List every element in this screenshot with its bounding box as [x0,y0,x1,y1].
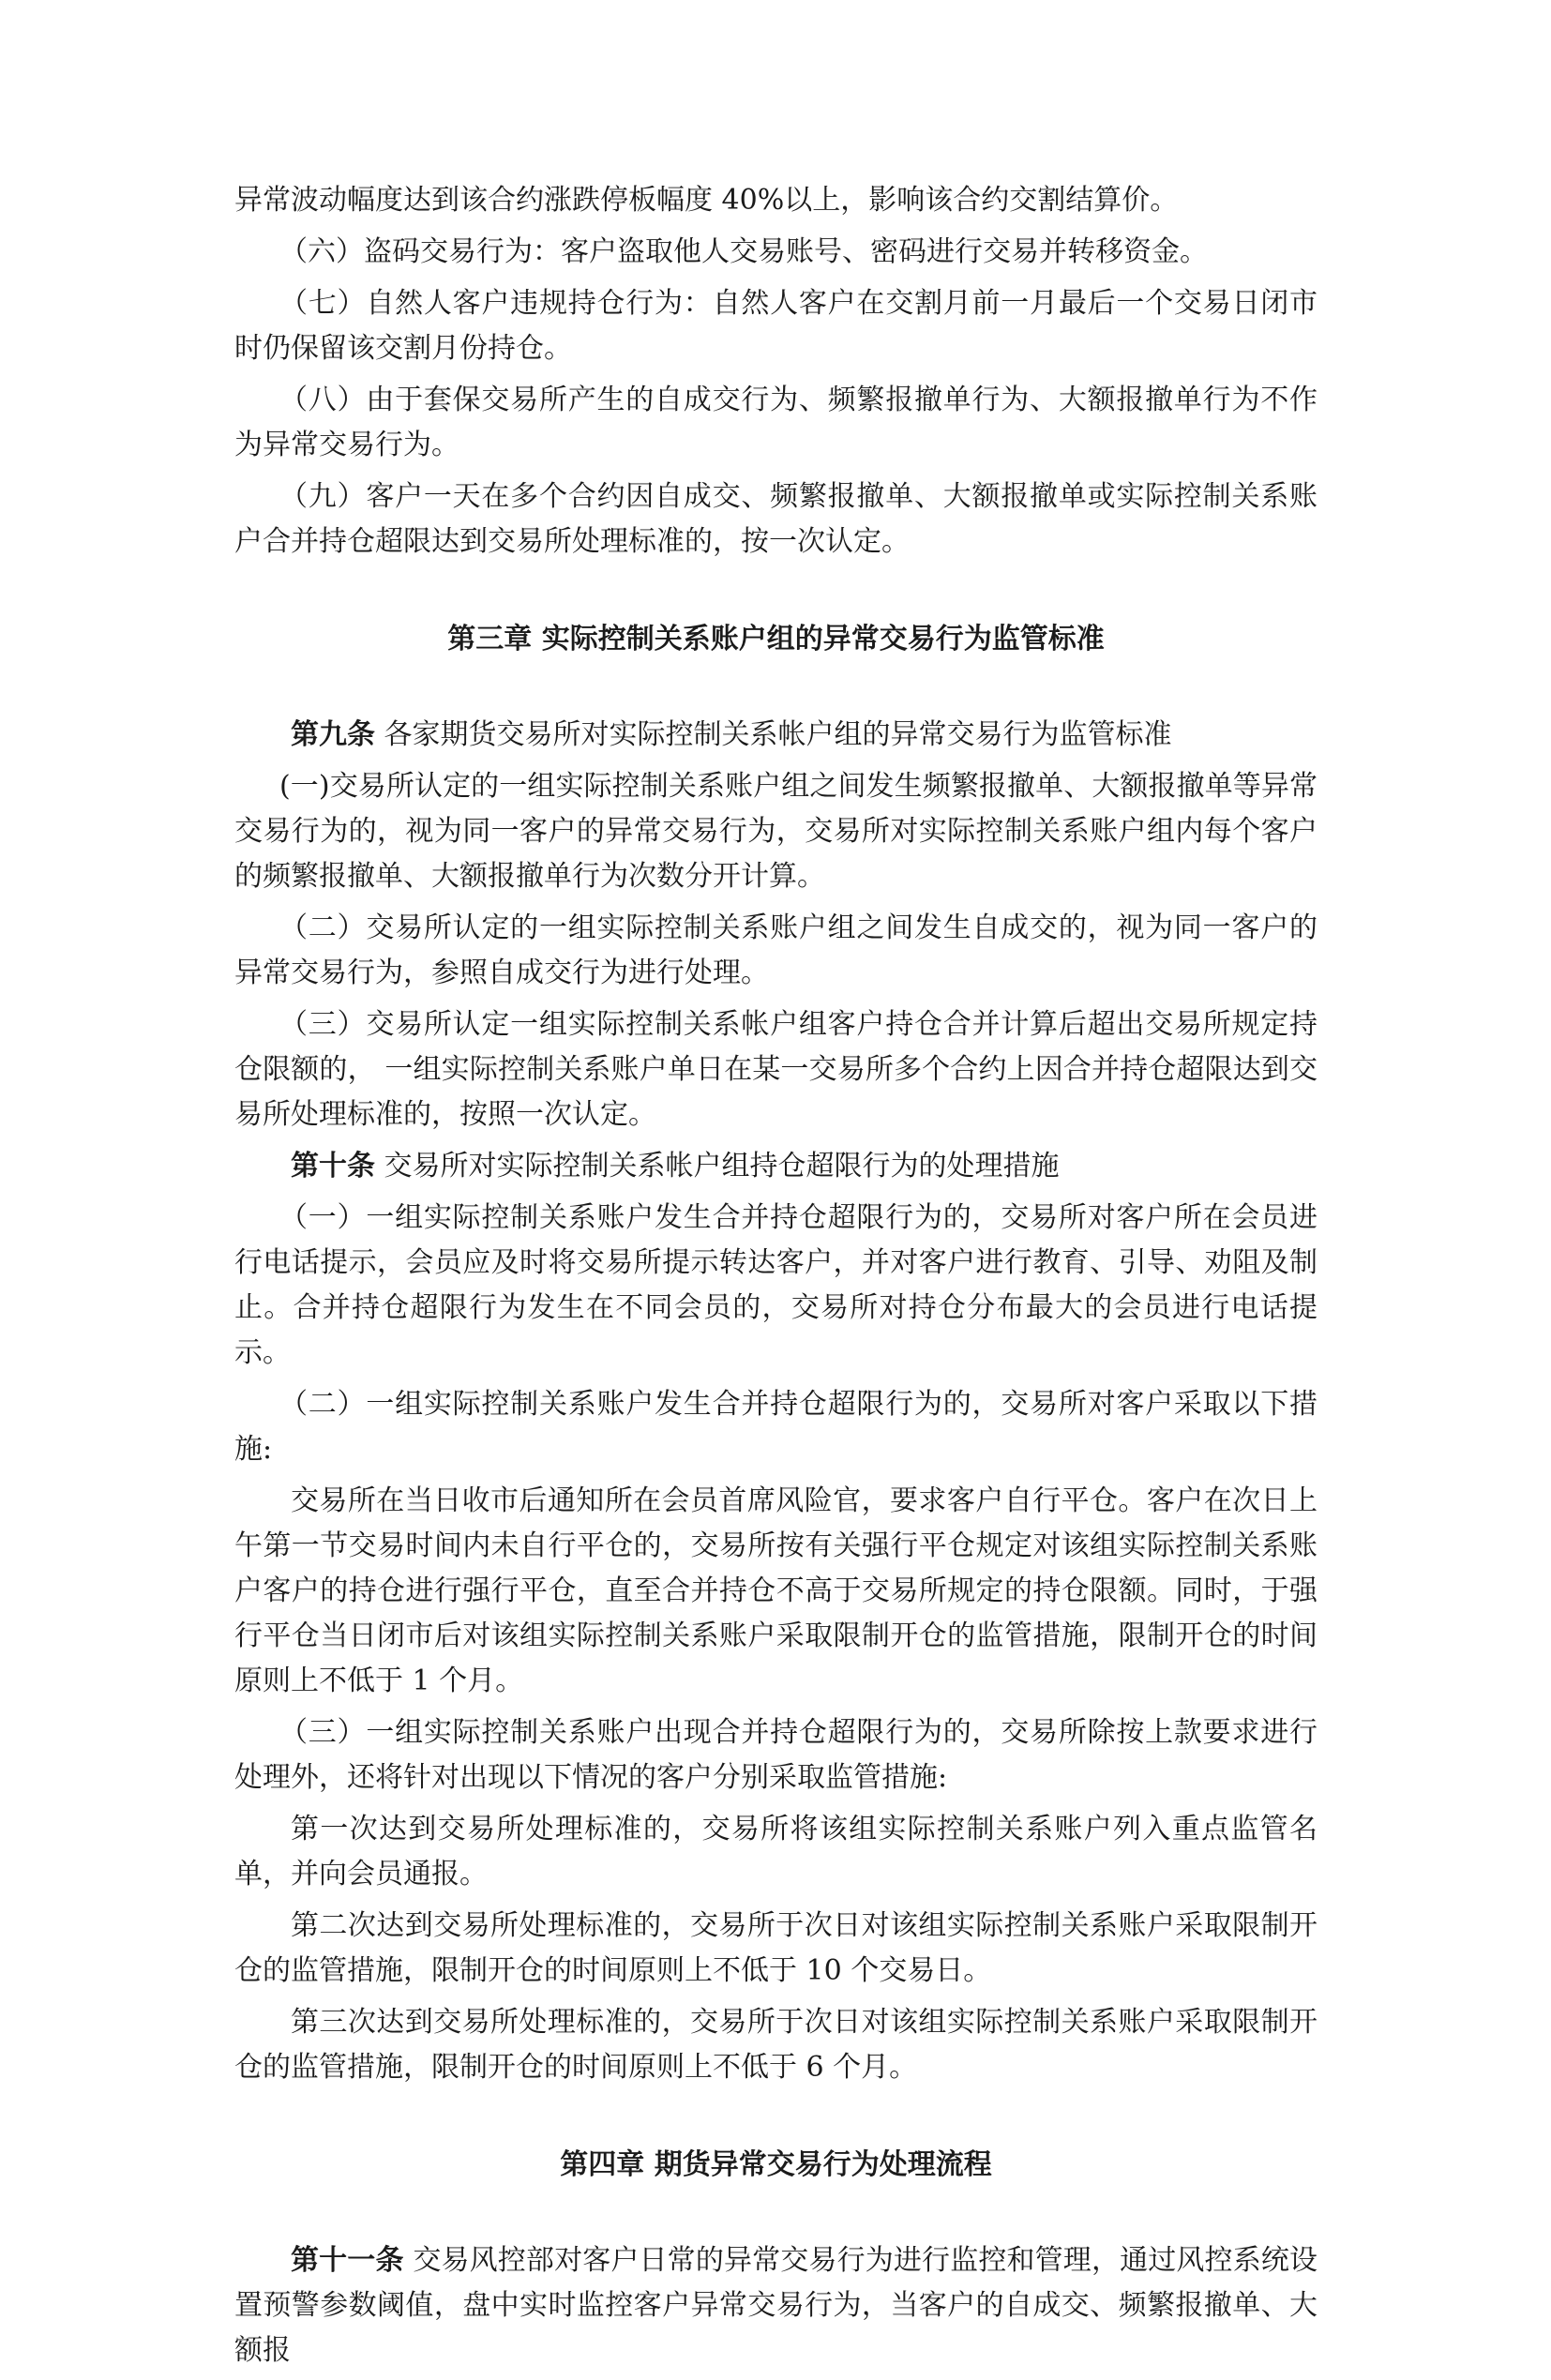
paragraph: （九）客户一天在多个合约因自成交、频繁报撤单、大额报撤单或实际控制关系账户合并持仓超限达到交易所处理标准的，按一次认定。 [234,480,1318,558]
article-title: 各家期货交易所对实际控制关系帐户组的异常交易行为监管标准 [384,718,1172,751]
paragraph: （二）交易所认定的一组实际控制关系账户组之间发生自成交的，视为同一客户的异常交易行为，参照自成交行为进行处理。 [234,911,1318,989]
paragraph: 第三次达到交易所处理标准的，交易所于次日对该组实际控制关系账户采取限制开仓的监管措施，限制开仓的时间原则上不低于 6 个月。 [234,2006,1318,2084]
paragraph: 第一次达到交易所处理标准的，交易所将该组实际控制关系账户列入重点监管名单，并向会员通报。 [234,1813,1318,1890]
article-heading [234,1144,1318,1189]
paragraph: 异常波动幅度达到该合约涨跌停板幅度 40%以上，影响该合约交割结算价。 [234,184,1179,217]
paragraph: （八）由于套保交易所产生的自成交行为、频繁报撤单行为、大额报撤单行为不作为异常交易行为。 [234,384,1318,461]
paragraph: (一)交易所认定的一组实际控制关系账户组之间发生频繁报撤单、大额报撤单等异常交易行为的，视为同一客户的异常交易行为，交易所对实际控制关系账户组内每个客户的频繁报撤单、大额报撤单行为次数分开计算。 [234,770,1318,893]
document-page [234,178,1318,2380]
article-text: 交易风控部对客户日常的异常交易行为进行监控和管理，通过风控系统设置预警参数阈值，盘中实时监控客户异常交易行为，当客户的自成交、频繁报撤单、大额报 [234,2244,1318,2367]
article-heading [234,2238,1318,2373]
paragraph: 第二次达到交易所处理标准的，交易所于次日对该组实际控制关系账户采取限制开仓的监管措施，限制开仓的时间原则上不低于 10 个交易日。 [234,1909,1318,1987]
paragraph: （三）一组实际控制关系账户出现合并持仓超限行为的，交易所除按上款要求进行处理外，还将针对出现以下情况的客户分别采取监管措施: [234,1716,1318,1794]
paragraph: （六）盗码交易行为：客户盗取他人交易账号、密码进行交易并转移资金。 [279,235,1208,268]
article-title: 交易所对实际控制关系帐户组持仓超限行为的处理措施 [384,1150,1060,1182]
article-label: 第十一条 [291,2244,404,2277]
paragraph: （七）自然人客户违规持仓行为：自然人客户在交割月前一月最后一个交易日闭市时仍保留该交割月份持仓。 [234,287,1318,365]
chapter-heading: 第三章 实际控制关系账户组的异常交易行为监管标准 [447,623,1105,655]
chapter-heading: 第四章 期货异常交易行为处理流程 [560,2148,992,2181]
paragraph: 交易所在当日收市后通知所在会员首席风险官，要求客户自行平仓。客户在次日上午第一节交易时间内未自行平仓的，交易所按有关强行平仓规定对该组实际控制关系账户客户的持仓进行强行平仓，直至合并持仓不高于交易所规定的持仓限额。同时，于强行平仓当日闭市后对该组实际控制关系账户采取限制开仓的监管措施，限制开仓的时间原则上不低于 1 个月。 [234,1484,1318,1697]
paragraph: （一）一组实际控制关系账户发生合并持仓超限行为的，交易所对客户所在会员进行电话提示，会员应及时将交易所提示转达客户，并对客户进行教育、引导、劝阻及制止。合并持仓超限行为发生在不同会员的，交易所对持仓分布最大的会员进行电话提示。 [234,1201,1318,1369]
paragraph: （二）一组实际控制关系账户发生合并持仓超限行为的，交易所对客户采取以下措施: [234,1388,1318,1466]
paragraph: （三）交易所认定一组实际控制关系帐户组客户持仓合并计算后超出交易所规定持仓限额的， 一组实际控制关系账户单日在某一交易所多个合约上因合并持仓超限达到交易所处理标准的，按照一次认定。 [234,1008,1318,1131]
article-heading [234,713,1318,758]
article-label: 第九条 [291,718,375,751]
article-label: 第十条 [291,1150,375,1182]
